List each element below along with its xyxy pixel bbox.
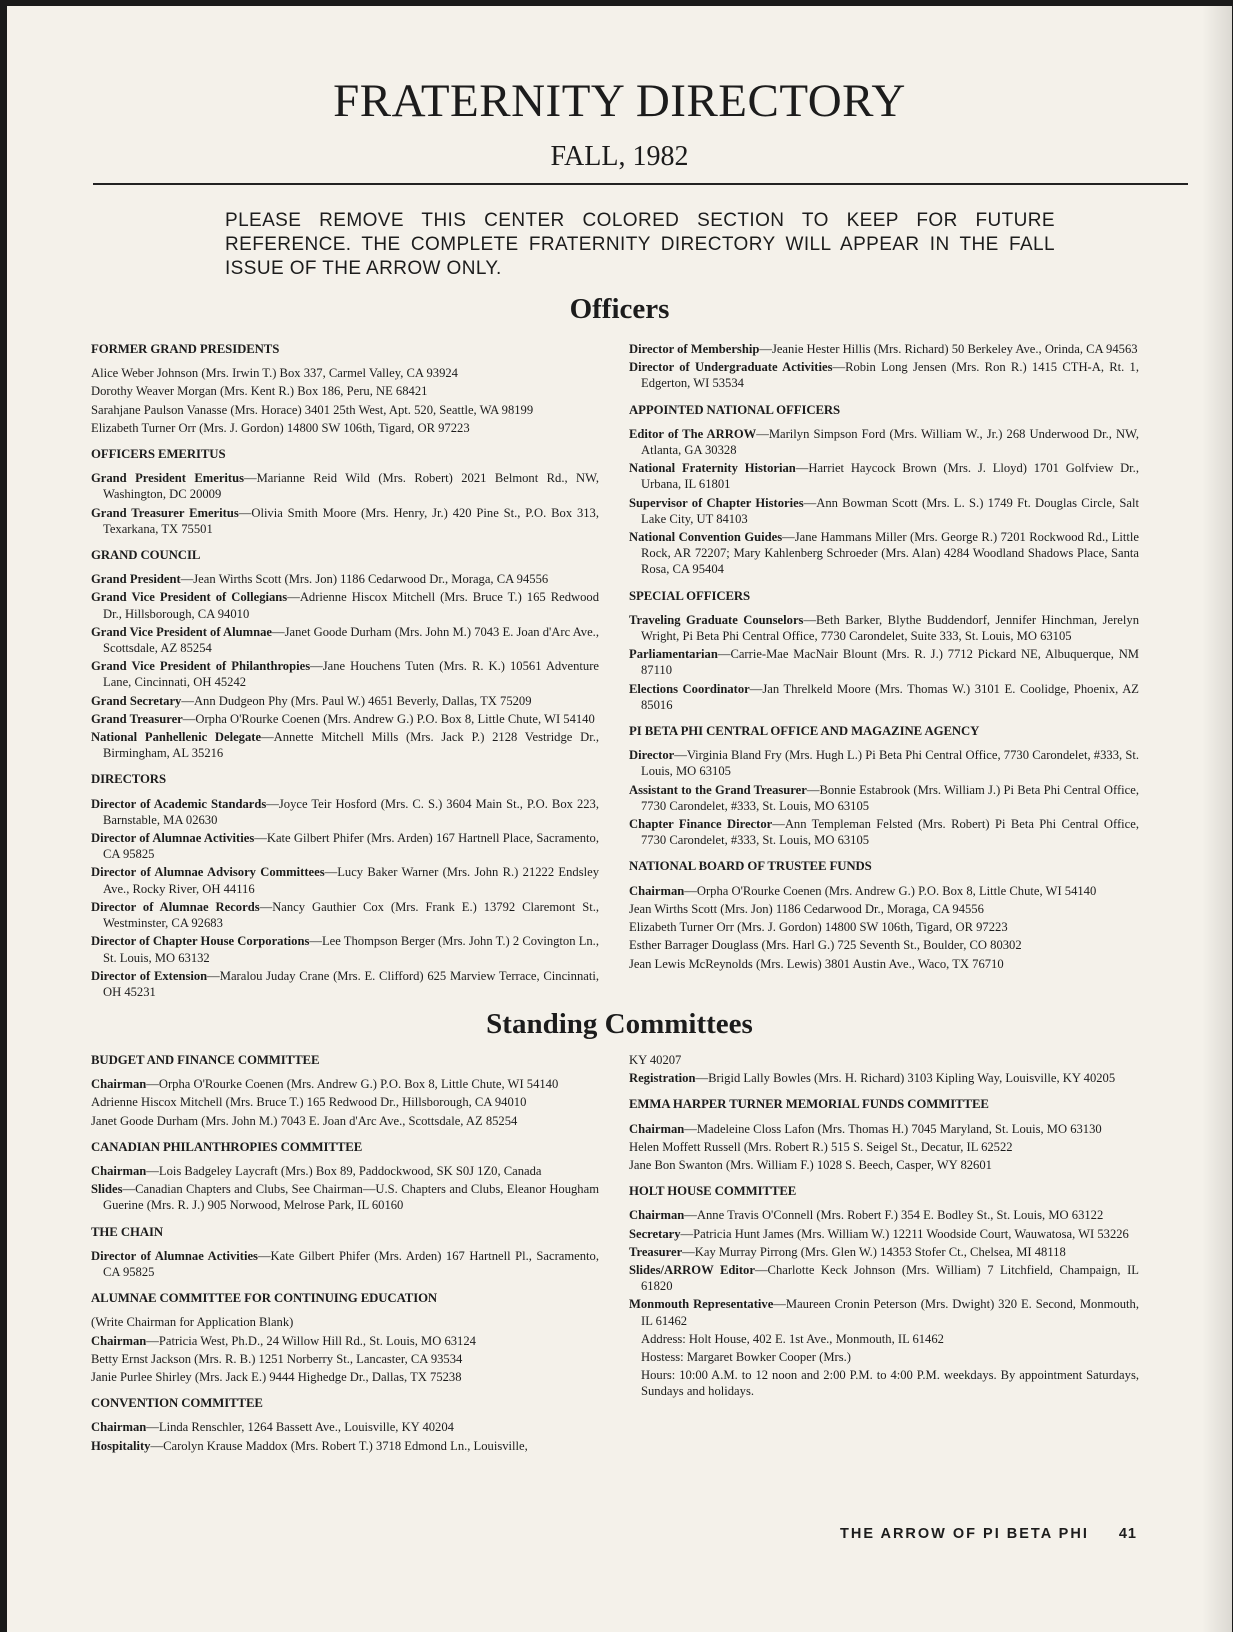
- entry-role: Chairman: [91, 1420, 147, 1435]
- page-title: FRATERNITY DIRECTORY: [333, 75, 906, 127]
- standing-right-column: [629, 1052, 1139, 1410]
- entry-role: Parliamentarian: [629, 647, 718, 662]
- page-edge-shading: [1202, 6, 1232, 1632]
- directory-entry: Grand Vice President of Collegians—Adrienne Hiscox Mitchell (Mrs. Bruce T.) 165 Redwood Dr., Hillsborough, CA 94010: [91, 590, 599, 621]
- removal-notice: PLEASE REMOVE THIS CENTER COLORED SECTION TO KEEP FOR FUTURE REFERENCE. THE COMPLETE FRATERNITY DIRECTORY WILL APPEAR IN THE FALL ISSUE OF THE ARROW ONLY.: [225, 210, 1055, 279]
- entry-text: Carrie-Mae MacNair Blount (Mrs. R. J.) 7712 Pickard NE, Albuquerque, NM 87110: [641, 647, 1139, 678]
- entry-text: Joyce Teir Hosford (Mrs. C. S.) 3604 Main St., P.O. Box 223, Barnstable, MA 02630: [103, 796, 599, 827]
- entry-role: Chairman: [91, 1077, 147, 1092]
- entry-text: Orpha O'Rourke Coenen (Mrs. Andrew G.) P.O. Box 8, Little Chute, WI 54140: [158, 1077, 559, 1092]
- directory-entry: Director of Chapter House Corporations—Lee Thompson Berger (Mrs. John T.) 2 Covington Ln., St. Louis, MO 63132: [91, 934, 599, 965]
- directory-entry: Grand Treasurer—Orpha O'Rourke Coenen (Mrs. Andrew G.) P.O. Box 8, Little Chute, WI 54140: [91, 711, 595, 726]
- entry-role: Director of Alumnae Advisory Committees: [91, 865, 325, 880]
- group-heading: DIRECTORS: [91, 772, 166, 787]
- directory-entry: Director of Extension—Maralou Juday Crane (Mrs. E. Clifford) 625 Marview Terrace, Cincinnati, OH 45231: [91, 968, 599, 999]
- directory-entry: [629, 1157, 1139, 1173]
- entry-role: Grand Treasurer: [91, 711, 183, 726]
- directory-entry: [91, 1369, 599, 1385]
- page-footer: [840, 1526, 1137, 1542]
- entry-text: Bonnie Estabrook (Mrs. William J.) Pi Beta Phi Central Office, 7730 Carondelet, #333, St. Louis, MO 63105: [641, 782, 1139, 813]
- entry-text: Dorothy Weaver Morgan (Mrs. Kent R.) Box 186, Peru, NE 68421: [91, 384, 428, 399]
- entry-text: Maureen Cronin Peterson (Mrs. Dwight) 320 E. Second, Monmouth, IL 61462: [641, 1297, 1139, 1328]
- entry-role: Grand Vice President of Alumnae: [91, 624, 272, 639]
- directory-group: [629, 858, 1139, 971]
- directory-entry: Grand President Emeritus—Marianne Reid Wild (Mrs. Robert) 2021 Belmont Rd., NW, Washington, DC 20009: [91, 471, 599, 502]
- directory-entry: [629, 919, 1139, 935]
- entry-text: KY 40207: [629, 1053, 682, 1067]
- entry-role: Treasurer: [629, 1244, 683, 1259]
- directory-entry: Grand President—Jean Wirths Scott (Mrs. Jon) 1186 Cedarwood Dr., Moraga, CA 94556: [91, 572, 549, 587]
- directory-group: [91, 1224, 599, 1281]
- entry-role: Director of Academic Standards: [91, 796, 267, 811]
- directory-group: [91, 771, 599, 1000]
- group-heading: THE CHAIN: [91, 1224, 163, 1239]
- directory-entry: [629, 1052, 1139, 1068]
- entry-text: Charlotte Keck Johnson (Mrs. William) 7 Litchfield, Champaign, IL 61820: [641, 1263, 1139, 1294]
- directory-entry: Slides—Canadian Chapters and Clubs, See Chairman—U.S. Chapters and Clubs, Eleanor Hougham Guerine (Mrs. R. J.) 905 Norwood, Melrose Park, IL 60160: [91, 1182, 599, 1213]
- entry-role: Grand President Emeritus: [91, 471, 245, 486]
- group-heading: NATIONAL BOARD OF TRUSTEE FUNDS: [629, 859, 872, 874]
- entry-text: (Write Chairman for Application Blank): [91, 1315, 294, 1330]
- directory-entry: Slides/ARROW Editor—Charlotte Keck Johnson (Mrs. William) 7 Litchfield, Champaign, IL 61820: [629, 1263, 1139, 1294]
- directory-entry: Grand Vice President of Alumnae—Janet Goode Durham (Mrs. John M.) 7043 E. Joan d'Arc Ave., Scottsdale, AZ 85254: [91, 624, 599, 656]
- directory-entry: Director of Academic Standards—Joyce Teir Hosford (Mrs. C. S.) 3604 Main St., P.O. Box 223, Barnstable, MA 02630: [91, 796, 599, 827]
- entry-text: Marianne Reid Wild (Mrs. Robert) 2021 Belmont Rd., NW, Washington, DC 20009: [103, 471, 599, 502]
- directory-entry: Editor of The ARROW—Marilyn Simpson Ford (Mrs. William W., Jr.) 268 Underwood Dr., NW, Atlanta, GA 30328: [629, 426, 1139, 458]
- directory-entry: [91, 1094, 599, 1110]
- entry-text: Linda Renschler, 1264 Bassett Ave., Louisville, KY 40204: [158, 1420, 454, 1435]
- directory-entry: [629, 901, 1139, 917]
- directory-group: [629, 1183, 1139, 1399]
- entry-role: Secretary: [629, 1226, 681, 1241]
- directory-entry: Traveling Graduate Counselors—Beth Barker, Blythe Buddendorf, Jennifer Hinchman, Jerelyn Wright, Pi Beta Phi Central Office, 7730 Carondelet, Suite 333, St. Louis, MO 63105: [629, 612, 1139, 644]
- entry-text: Hostess: Margaret Bowker Cooper (Mrs.): [641, 1350, 851, 1365]
- entry-role: Grand Vice President of Collegians: [91, 590, 288, 605]
- entry-text: Ann Templeman Felsted (Mrs. Robert) Pi Beta Phi Central Office, 7730 Carondelet, #333, St. Louis, MO 63105: [641, 817, 1140, 848]
- directory-entry: [91, 1113, 599, 1129]
- entry-text: Marilyn Simpson Ford (Mrs. William W., Jr.) 268 Underwood Dr., NW, Atlanta, GA 30328: [641, 426, 1139, 458]
- entry-role: Director of Alumnae Activities: [91, 831, 255, 846]
- group-heading: SPECIAL OFFICERS: [629, 588, 751, 603]
- entry-text: Janet Goode Durham (Mrs. John M.) 7043 E. Joan d'Arc Ave., Scottsdale, AZ 85254: [103, 624, 599, 656]
- directory-entry: [629, 1367, 1139, 1399]
- entry-role: Director of Alumnae Activities: [91, 1248, 258, 1263]
- entry-text: Ann Dudgeon Phy (Mrs. Paul W.) 4651 Beverly, Dallas, TX 75209: [193, 693, 532, 708]
- entry-text: Olivia Smith Moore (Mrs. Henry, Jr.) 420 Pine St., P.O. Box 313, Texarkana, TX 75501: [103, 505, 599, 536]
- entry-text: Betty Ernst Jackson (Mrs. R. B.) 1251 Norberry St., Lancaster, CA 93534: [91, 1351, 463, 1366]
- directory-group: [629, 402, 1139, 578]
- entry-text: Brigid Lally Bowles (Mrs. H. Richard) 3103 Kipling Way, Louisville, KY 40205: [708, 1071, 1116, 1086]
- entry-role: Grand Vice President of Philanthropies: [91, 659, 311, 674]
- entry-role: Assistant to the Grand Treasurer: [629, 782, 807, 797]
- directory-page: [7, 6, 1232, 1632]
- directory-entry: Elections Coordinator—Jan Threlkeld Moore (Mrs. Thomas W.) 3101 E. Coolidge, Phoenix, AZ 85016: [629, 681, 1139, 712]
- directory-group: [91, 446, 599, 537]
- entry-role: Grand Secretary: [91, 693, 182, 708]
- entry-text: Hours: 10:00 A.M. to 12 noon and 2:00 P.M. to 4:00 P.M. weekdays. By appointment Saturdays, Sundays and holidays.: [641, 1368, 1139, 1399]
- directory-entry: Chairman—Orpha O'Rourke Coenen (Mrs. Andrew G.) P.O. Box 8, Little Chute, WI 54140: [91, 1077, 559, 1092]
- entry-text: Janie Purlee Shirley (Mrs. Jack E.) 9444 Highedge Dr., Dallas, TX 75238: [91, 1370, 462, 1385]
- directory-entry: [91, 1314, 599, 1330]
- group-heading: HOLT HOUSE COMMITTEE: [629, 1184, 797, 1199]
- entry-role: Editor of The ARROW: [629, 426, 757, 441]
- directory-entry: National Panhellenic Delegate—Annette Mitchell Mills (Mrs. Jack P.) 2128 Vestridge Dr., Birmingham, AL 35216: [91, 730, 599, 761]
- directory-entry: Secretary—Patricia Hunt James (Mrs. William W.) 12211 Woodside Court, Wauwatosa, WI 53226: [629, 1226, 1129, 1241]
- entry-role: Elections Coordinator: [629, 681, 750, 696]
- directory-group: [91, 341, 599, 436]
- entry-text: Jan Threlkeld Moore (Mrs. Thomas W.) 3101 E. Coolidge, Phoenix, AZ 85016: [641, 681, 1139, 712]
- entry-text: Lois Badgeley Laycraft (Mrs.) Box 89, Paddockwood, SK S0J 1Z0, Canada: [158, 1164, 542, 1179]
- group-heading: EMMA HARPER TURNER MEMORIAL FUNDS COMMITTEE: [629, 1097, 989, 1112]
- directory-entry: Chairman—Orpha O'Rourke Coenen (Mrs. Andrew G.) P.O. Box 8, Little Chute, WI 54140: [629, 883, 1097, 898]
- entry-role: Chairman: [629, 1208, 685, 1223]
- entry-role: Slides: [91, 1182, 123, 1197]
- directory-entry: Director of Alumnae Records—Nancy Gauthier Cox (Mrs. Frank E.) 13792 Claremont St., Westminster, CA 92683: [91, 899, 600, 931]
- directory-entry: National Convention Guides—Jane Hammans Miller (Mrs. George R.) 7201 Rockwood Rd., Little Rock, AR 72207; Mary Kahlenberg Schroeder (Mrs. Alan) 4284 Woodland Shadows Place, Santa Rosa, CA 95404: [629, 530, 1139, 577]
- group-heading: ALUMNAE COMMITTEE FOR CONTINUING EDUCATION: [91, 1291, 438, 1306]
- directory-entry: Parliamentarian—Carrie-Mae MacNair Blount (Mrs. R. J.) 7712 Pickard NE, Albuquerque, NM 87110: [629, 647, 1139, 678]
- entry-role: Hospitality: [91, 1438, 151, 1453]
- entry-role: National Convention Guides: [629, 530, 783, 545]
- entry-role: Chairman: [91, 1164, 147, 1179]
- entry-text: Jeanie Hester Hillis (Mrs. Richard) 50 Berkeley Ave., Orinda, CA 94563: [771, 342, 1138, 356]
- entry-text: Orpha O'Rourke Coenen (Mrs. Andrew G.) P.O. Box 8, Little Chute, WI 54140: [195, 711, 595, 726]
- directory-group: [629, 588, 1139, 713]
- directory-group: [629, 1052, 1139, 1086]
- entry-role: Chapter Finance Director: [629, 817, 773, 832]
- entry-text: Jane Hammans Miller (Mrs. George R.) 7201 Rockwood Rd., Little Rock, AR 72207; Mary Kahlenberg Schroeder (Mrs. Alan) 4284 Woodland Shadows Place, Santa Rosa, CA 95404: [641, 530, 1139, 577]
- entry-role: Grand President: [91, 572, 181, 587]
- publication-name: THE ARROW OF PI BETA PHI: [840, 1526, 1089, 1542]
- entry-text: Sarahjane Paulson Vanasse (Mrs. Horace) 3401 25th West, Apt. 520, Seattle, WA 98199: [91, 402, 534, 417]
- directory-group: [91, 1395, 599, 1454]
- standing-committees-heading: Standing Committees: [486, 1008, 753, 1040]
- group-heading: BUDGET AND FINANCE COMMITTEE: [91, 1053, 320, 1067]
- entry-text: Esther Barrager Douglass (Mrs. Harl G.) 725 Seventh St., Boulder, CO 80302: [629, 938, 1022, 953]
- entry-text: Adrienne Hiscox Mitchell (Mrs. Bruce T.) 165 Redwood Dr., Hillsborough, CA 94010: [103, 590, 599, 621]
- directory-entry: Director of Membership—Jeanie Hester Hillis (Mrs. Richard) 50 Berkeley Ave., Orinda, CA 94563: [629, 342, 1138, 356]
- entry-text: Adrienne Hiscox Mitchell (Mrs. Bruce T.) 165 Redwood Dr., Hillsborough, CA 94010: [91, 1095, 527, 1110]
- entry-role: Chairman: [629, 883, 685, 898]
- entry-text: Virginia Bland Fry (Mrs. Hugh L.) Pi Beta Phi Central Office, 7730 Carondelet, #333, St. Louis, MO 63105: [641, 748, 1139, 779]
- entry-text: Alice Weber Johnson (Mrs. Irwin T.) Box 337, Carmel Valley, CA 93924: [91, 366, 458, 381]
- directory-entry: [629, 1139, 1139, 1155]
- page-number: 41: [1118, 1526, 1137, 1542]
- entry-role: Director of Membership: [629, 342, 760, 356]
- entry-text: Elizabeth Turner Orr (Mrs. J. Gordon) 14800 SW 106th, Tigard, OR 97223: [91, 420, 470, 435]
- entry-text: Kate Gilbert Phifer (Mrs. Arden) 167 Hartnell Place, Sacramento, CA 95825: [103, 831, 600, 862]
- directory-entry: [91, 383, 599, 399]
- directory-entry: [91, 365, 599, 381]
- directory-group: [629, 341, 1139, 392]
- directory-group: [91, 1290, 599, 1385]
- entry-text: Annette Mitchell Mills (Mrs. Jack P.) 2128 Vestridge Dr., Birmingham, AL 35216: [103, 730, 599, 761]
- entry-text: Kay Murray Pirrong (Mrs. Glen W.) 14353 Stofer Ct., Chelsea, MI 48118: [694, 1244, 1066, 1259]
- officers-heading: Officers: [569, 293, 670, 325]
- officers-right-column: [629, 341, 1139, 982]
- group-heading: GRAND COUNCIL: [91, 548, 201, 563]
- directory-entry: National Fraternity Historian—Harriet Haycock Brown (Mrs. J. Lloyd) 1701 Golfview Dr., Urbana, IL 61801: [629, 461, 1139, 492]
- entry-role: Supervisor of Chapter Histories: [629, 495, 804, 510]
- entry-role: Slides/ARROW Editor: [629, 1263, 755, 1278]
- entry-role: Registration: [629, 1071, 696, 1086]
- directory-group: [629, 1096, 1139, 1173]
- directory-entry: Supervisor of Chapter Histories—Ann Bowman Scott (Mrs. L. S.) 1749 Ft. Douglas Circle, Salt Lake City, UT 84103: [629, 495, 1139, 526]
- directory-entry: Director—Virginia Bland Fry (Mrs. Hugh L.) Pi Beta Phi Central Office, 7730 Carondelet, #333, St. Louis, MO 63105: [629, 748, 1139, 779]
- directory-entry: Chairman—Anne Travis O'Connell (Mrs. Robert F.) 354 E. Bodley St., St. Louis, MO 63122: [629, 1208, 1104, 1223]
- directory-group: [91, 547, 599, 761]
- entry-role: National Fraternity Historian: [629, 461, 796, 476]
- directory-group: [91, 1139, 599, 1214]
- directory-entry: [91, 1351, 599, 1367]
- standing-left-column: [91, 1052, 599, 1464]
- group-heading: CONVENTION COMMITTEE: [91, 1396, 263, 1411]
- directory-entry: [629, 1349, 1139, 1365]
- directory-group: [91, 1052, 599, 1129]
- title-rule: [93, 183, 1188, 185]
- directory-entry: [629, 956, 1139, 972]
- directory-entry: Chairman—Linda Renschler, 1264 Bassett Ave., Louisville, KY 40204: [91, 1420, 454, 1435]
- entry-role: Director of Undergraduate Activities: [629, 360, 833, 375]
- entry-text: Beth Barker, Blythe Buddendorf, Jennifer Hinchman, Jerelyn Wright, Pi Beta Phi Central Office, 7730 Carondelet, Suite 333, St. Louis, MO 63105: [641, 612, 1139, 644]
- entry-text: Ann Bowman Scott (Mrs. L. S.) 1749 Ft. Douglas Circle, Salt Lake City, UT 84103: [641, 495, 1139, 526]
- directory-entry: [629, 937, 1139, 953]
- page-subtitle: FALL, 1982: [550, 141, 689, 172]
- officers-left-column: [91, 341, 599, 1010]
- entry-text: Elizabeth Turner Orr (Mrs. J. Gordon) 14800 SW 106th, Tigard, OR 97223: [629, 920, 1008, 935]
- entry-text: Janet Goode Durham (Mrs. John M.) 7043 E. Joan d'Arc Ave., Scottsdale, AZ 85254: [91, 1113, 518, 1128]
- entry-text: Robin Long Jensen (Mrs. Ron R.) 1415 CTH-A, Rt. 1, Edgerton, WI 53534: [641, 360, 1139, 391]
- entry-role: Director of Extension: [91, 968, 208, 983]
- entry-text: Jane Houchens Tuten (Mrs. R. K.) 10561 Adventure Lane, Cincinnati, OH 45242: [103, 659, 599, 690]
- directory-entry: Director of Undergraduate Activities—Robin Long Jensen (Mrs. Ron R.) 1415 CTH-A, Rt. 1, Edgerton, WI 53534: [629, 360, 1139, 391]
- entry-text: Helen Moffett Russell (Mrs. Robert R.) 515 S. Seigel St., Decatur, IL 62522: [629, 1139, 1013, 1154]
- entry-text: Madeleine Closs Lafon (Mrs. Thomas H.) 7045 Maryland, St. Louis, MO 63130: [696, 1121, 1102, 1136]
- entry-role: Chairman: [629, 1121, 685, 1136]
- entry-text: Nancy Gauthier Cox (Mrs. Frank E.) 13792 Claremont St., Westminster, CA 92683: [103, 899, 600, 931]
- entry-text: Jane Bon Swanton (Mrs. William F.) 1028 S. Beech, Casper, WY 82601: [629, 1158, 992, 1173]
- entry-text: Lee Thompson Berger (Mrs. John T.) 2 Covington Ln., St. Louis, MO 63132: [103, 934, 599, 965]
- entry-text: Orpha O'Rourke Coenen (Mrs. Andrew G.) P.O. Box 8, Little Chute, WI 54140: [696, 883, 1097, 898]
- group-heading: CANADIAN PHILANTHROPIES COMMITTEE: [91, 1139, 363, 1154]
- directory-entry: Director of Alumnae Advisory Committees—Lucy Baker Warner (Mrs. John R.) 21222 Endsley Ave., Rocky River, OH 44116: [91, 865, 600, 896]
- directory-entry: Director of Alumnae Activities—Kate Gilbert Phifer (Mrs. Arden) 167 Hartnell Place, Sacramento, CA 95825: [91, 831, 600, 862]
- entry-role: Director of Alumnae Records: [91, 899, 260, 914]
- directory-entry: Treasurer—Kay Murray Pirrong (Mrs. Glen W.) 14353 Stofer Ct., Chelsea, MI 48118: [629, 1244, 1066, 1259]
- entry-text: Patricia West, Ph.D., 24 Willow Hill Rd., St. Louis, MO 63124: [158, 1333, 476, 1348]
- entry-text: Lucy Baker Warner (Mrs. John R.) 21222 Endsley Ave., Rocky River, OH 44116: [103, 865, 600, 896]
- entry-role: Chairman: [91, 1333, 147, 1348]
- directory-entry: Chapter Finance Director—Ann Templeman Felsted (Mrs. Robert) Pi Beta Phi Central Office, 7730 Carondelet, #333, St. Louis, MO 63105: [629, 817, 1140, 848]
- directory-entry: Grand Vice President of Philanthropies—Jane Houchens Tuten (Mrs. R. K.) 10561 Adventure Lane, Cincinnati, OH 45242: [91, 659, 599, 690]
- directory-entry: Grand Secretary—Ann Dudgeon Phy (Mrs. Paul W.) 4651 Beverly, Dallas, TX 75209: [91, 693, 532, 708]
- directory-entry: Hospitality—Carolyn Krause Maddox (Mrs. Robert T.) 3718 Edmond Ln., Louisville,: [91, 1438, 528, 1453]
- directory-entry: Chairman—Lois Badgeley Laycraft (Mrs.) Box 89, Paddockwood, SK S0J 1Z0, Canada: [91, 1164, 542, 1179]
- entry-role: Director: [629, 748, 675, 763]
- entry-text: Address: Holt House, 402 E. 1st Ave., Monmouth, IL 61462: [641, 1331, 944, 1346]
- entry-text: Kate Gilbert Phifer (Mrs. Arden) 167 Hartnell Pl., Sacramento, CA 95825: [103, 1248, 599, 1280]
- directory-entry: Grand Treasurer Emeritus—Olivia Smith Moore (Mrs. Henry, Jr.) 420 Pine St., P.O. Box 313, Texarkana, TX 75501: [91, 505, 599, 536]
- entry-text: Jean Wirths Scott (Mrs. Jon) 1186 Cedarwood Dr., Moraga, CA 94556: [629, 901, 984, 916]
- directory-entry: [91, 420, 599, 436]
- directory-entry: Chairman—Madeleine Closs Lafon (Mrs. Thomas H.) 7045 Maryland, St. Louis, MO 63130: [629, 1121, 1102, 1136]
- entry-role: Monmouth Representative: [629, 1297, 774, 1312]
- directory-entry: Director of Alumnae Activities—Kate Gilbert Phifer (Mrs. Arden) 167 Hartnell Pl., Sacramento, CA 95825: [91, 1248, 599, 1280]
- directory-entry: [91, 402, 599, 418]
- directory-entry: Registration—Brigid Lally Bowles (Mrs. H. Richard) 3103 Kipling Way, Louisville, KY 40205: [629, 1071, 1116, 1086]
- entry-text: Jean Wirths Scott (Mrs. Jon) 1186 Cedarwood Dr., Moraga, CA 94556: [193, 572, 549, 587]
- group-heading: PI BETA PHI CENTRAL OFFICE AND MAGAZINE AGENCY: [629, 724, 980, 739]
- directory-entry: [629, 1331, 1139, 1347]
- directory-group: [629, 723, 1139, 848]
- entry-role: Traveling Graduate Counselors: [629, 612, 804, 627]
- entry-role: National Panhellenic Delegate: [91, 730, 262, 745]
- group-heading: OFFICERS EMERITUS: [91, 447, 226, 462]
- directory-entry: Assistant to the Grand Treasurer—Bonnie Estabrook (Mrs. William J.) Pi Beta Phi Central Office, 7730 Carondelet, #333, St. Louis, MO 63105: [629, 782, 1139, 813]
- entry-role: Grand Treasurer Emeritus: [91, 505, 239, 520]
- directory-entry: Chairman—Patricia West, Ph.D., 24 Willow Hill Rd., St. Louis, MO 63124: [91, 1333, 476, 1348]
- entry-text: Patricia Hunt James (Mrs. William W.) 12211 Woodside Court, Wauwatosa, WI 53226: [693, 1226, 1129, 1241]
- entry-text: Harriet Haycock Brown (Mrs. J. Lloyd) 1701 Golfview Dr., Urbana, IL 61801: [641, 461, 1139, 492]
- entry-text: Carolyn Krause Maddox (Mrs. Robert T.) 3718 Edmond Ln., Louisville,: [163, 1438, 528, 1453]
- entry-role: Director of Chapter House Corporations: [91, 934, 310, 949]
- entry-text: Jean Lewis McReynolds (Mrs. Lewis) 3801 Austin Ave., Waco, TX 76710: [629, 956, 1004, 971]
- group-heading: FORMER GRAND PRESIDENTS: [91, 342, 280, 356]
- group-heading: APPOINTED NATIONAL OFFICERS: [629, 402, 841, 417]
- entry-text: Maralou Juday Crane (Mrs. E. Clifford) 625 Marview Terrace, Cincinnati, OH 45231: [103, 968, 599, 999]
- entry-text: Canadian Chapters and Clubs, See Chairman—U.S. Chapters and Clubs, Eleanor Hougham Guerine (Mrs. R. J.) 905 Norwood, Melrose Park, IL 60160: [103, 1182, 599, 1213]
- directory-entry: Monmouth Representative—Maureen Cronin Peterson (Mrs. Dwight) 320 E. Second, Monmouth, IL 61462: [629, 1297, 1139, 1328]
- entry-text: Anne Travis O'Connell (Mrs. Robert F.) 354 E. Bodley St., St. Louis, MO 63122: [696, 1208, 1104, 1223]
